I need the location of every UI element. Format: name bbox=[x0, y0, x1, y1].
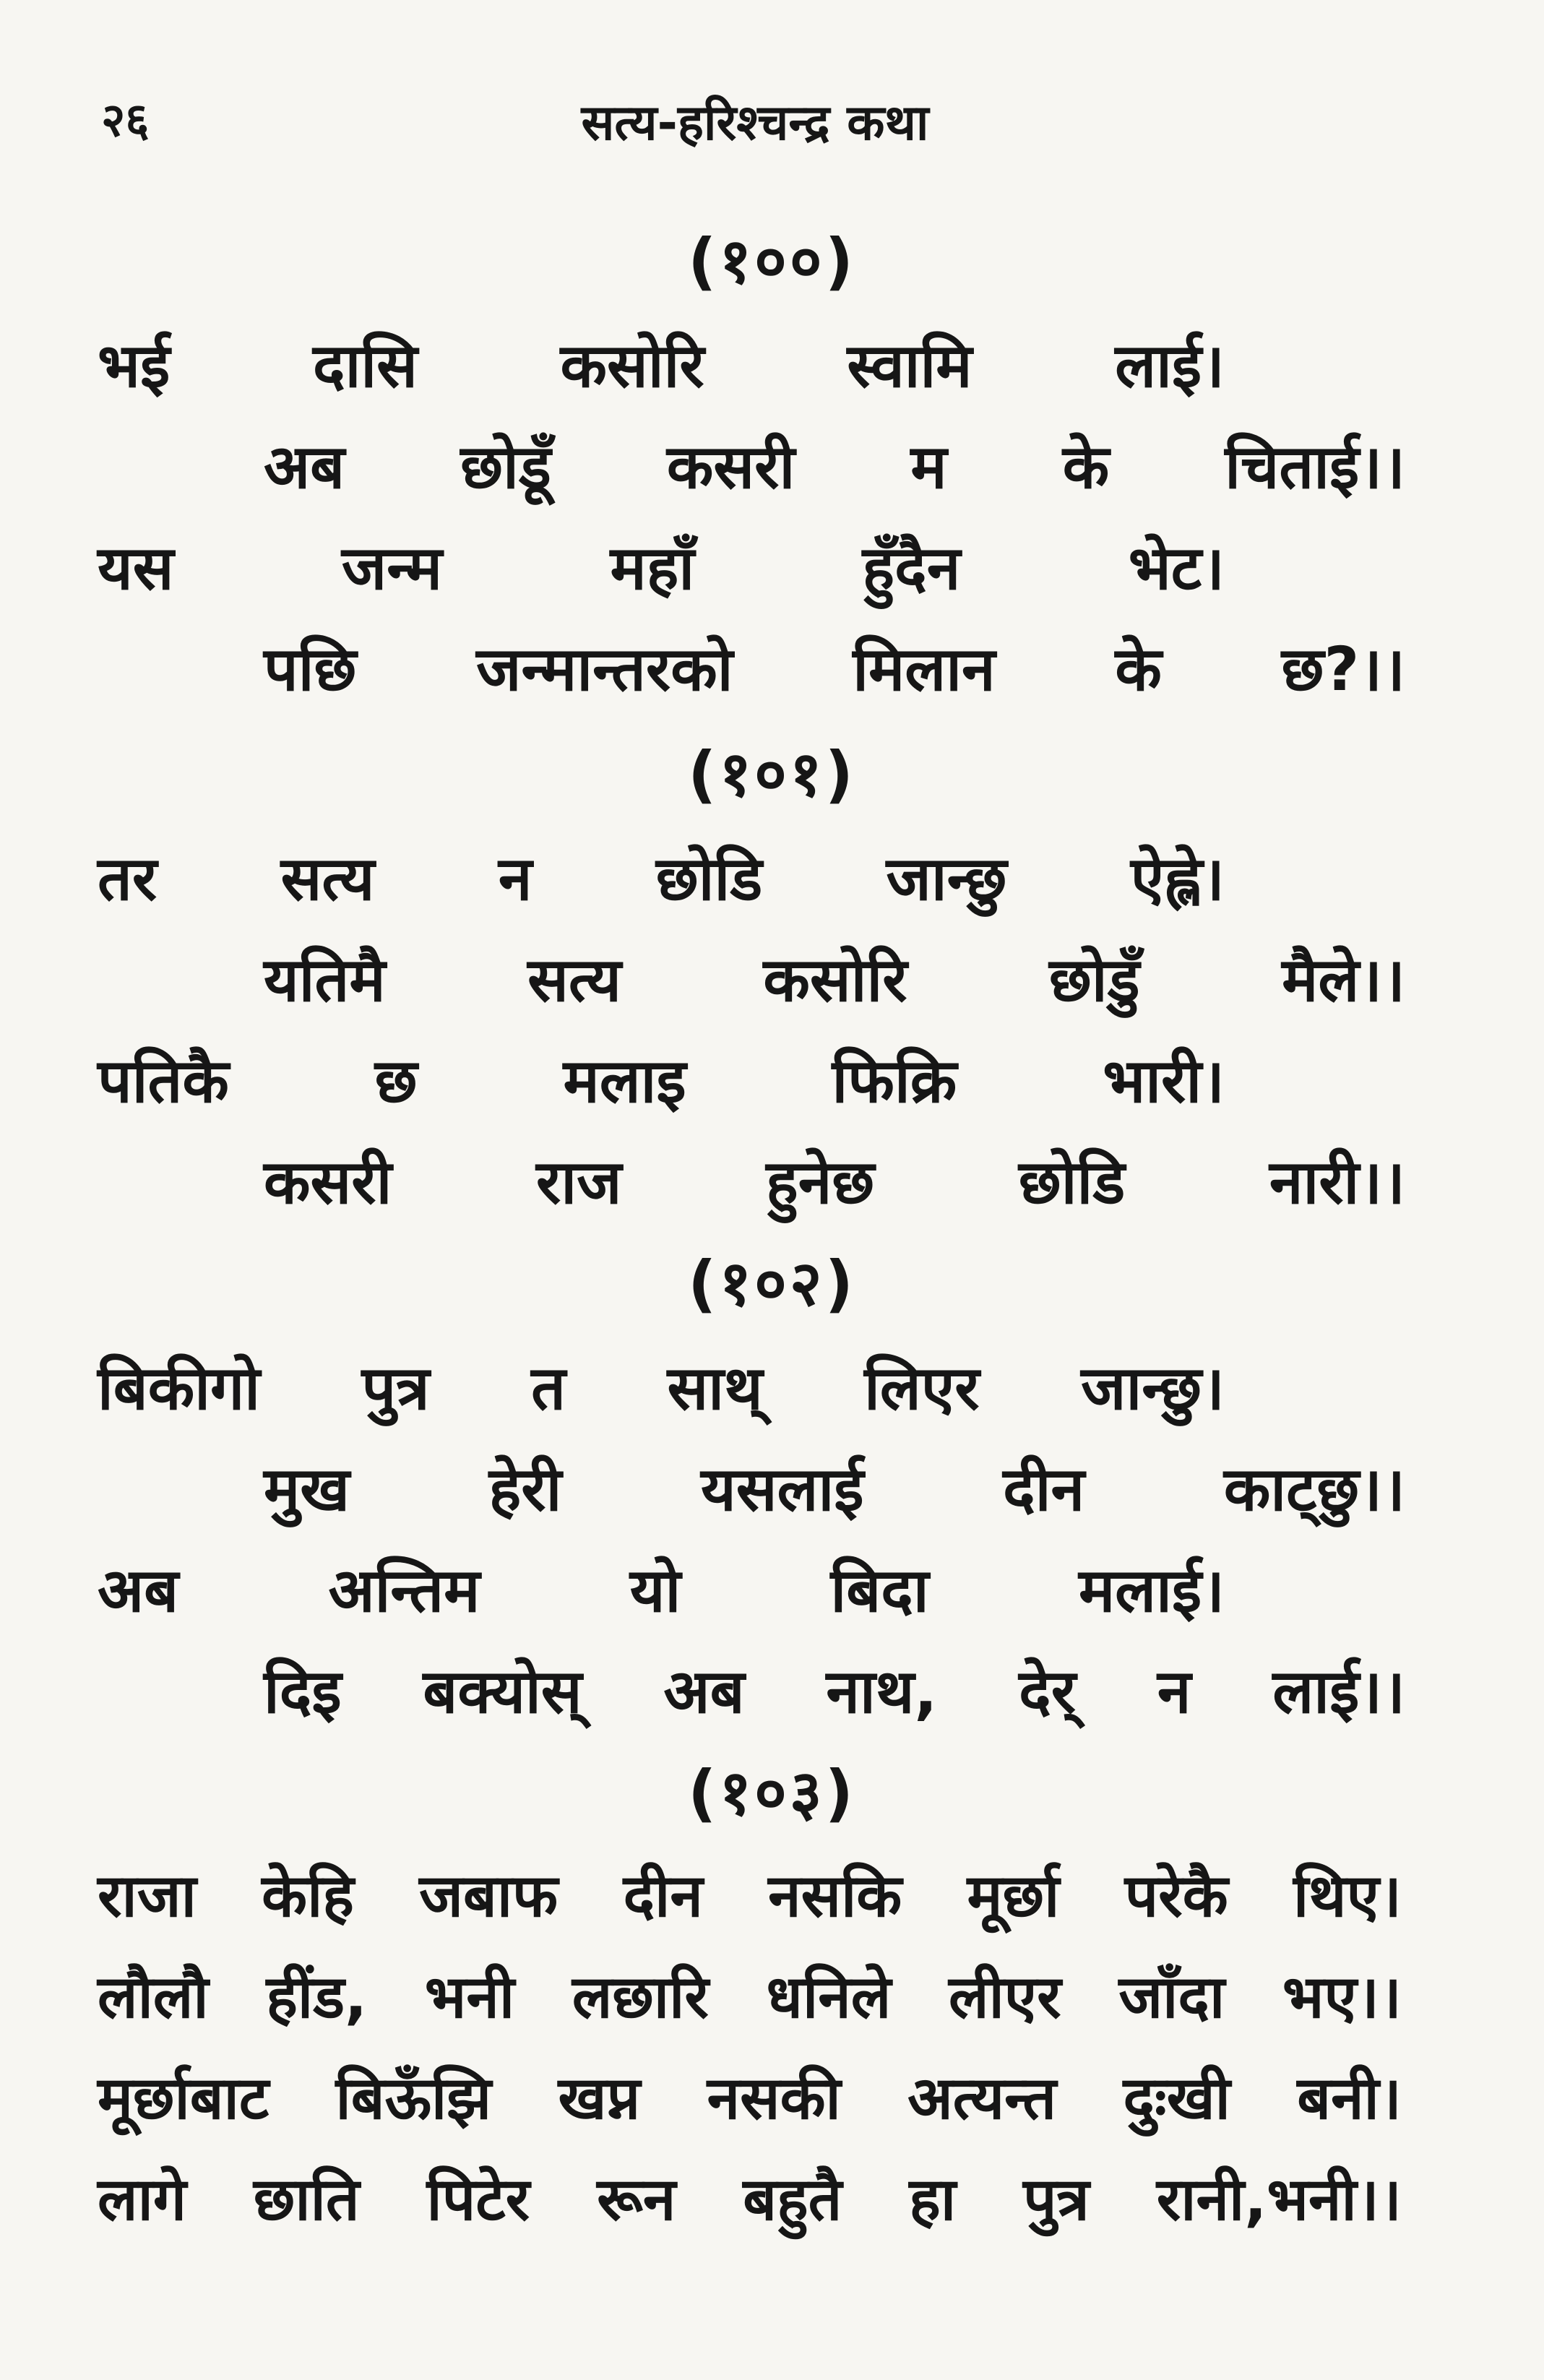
word: कसोरि bbox=[763, 944, 907, 1015]
verse-line bbox=[264, 936, 1405, 1019]
word: छोडूँ bbox=[460, 431, 551, 502]
stanza-number-100: (१००) bbox=[688, 225, 856, 298]
word: मूर्छा bbox=[967, 1862, 1060, 1931]
word: पुत्र bbox=[1022, 2165, 1090, 2234]
word: भई bbox=[98, 330, 171, 401]
word: हींड, bbox=[266, 1963, 368, 2032]
word: जान्छु bbox=[886, 843, 1007, 914]
word: भारी। bbox=[1103, 1045, 1225, 1116]
verse-line bbox=[98, 1344, 1225, 1427]
word: जबाफ bbox=[419, 1862, 558, 1931]
running-title: सत्य-हरिश्चन्द्र कथा bbox=[581, 95, 929, 152]
word: लछारि bbox=[572, 1963, 709, 2032]
word: बक्योस् bbox=[423, 1656, 582, 1727]
verse-line bbox=[264, 1138, 1405, 1221]
word: चिताई।। bbox=[1225, 431, 1405, 502]
stanza-number-103: (१०३) bbox=[688, 1757, 856, 1829]
word: पतिकै bbox=[98, 1045, 229, 1116]
word: साथ् bbox=[667, 1353, 763, 1423]
word: बनी। bbox=[1297, 2064, 1402, 2133]
word: के bbox=[1115, 634, 1162, 704]
word: केहि bbox=[262, 1862, 354, 1931]
word: मिलान bbox=[853, 634, 996, 704]
word: कसोरि bbox=[560, 330, 704, 401]
word: हुँदैन bbox=[862, 533, 961, 603]
word: दीन bbox=[623, 1862, 703, 1931]
word: नाथ, bbox=[826, 1656, 938, 1727]
verse-line bbox=[98, 1037, 1225, 1120]
word: सत्य bbox=[527, 944, 621, 1015]
word: लाई। bbox=[1115, 330, 1225, 401]
word: रानी,भनी।। bbox=[1156, 2165, 1402, 2234]
word: पिटेर bbox=[426, 2165, 530, 2234]
word: राज bbox=[536, 1147, 622, 1217]
word: जन्म bbox=[341, 533, 443, 603]
word: काट्छु।। bbox=[1223, 1454, 1405, 1525]
word: लौलौ bbox=[98, 1963, 209, 2032]
word: यो bbox=[629, 1555, 681, 1626]
word: कसरी bbox=[264, 1147, 392, 1217]
word: महाँ bbox=[610, 533, 695, 603]
word: बिकीगो bbox=[98, 1353, 261, 1423]
prose-line bbox=[98, 2157, 1402, 2238]
word: फिक्रि bbox=[832, 1045, 957, 1116]
word: हा bbox=[909, 2165, 957, 2234]
prose-line bbox=[98, 2056, 1402, 2137]
word: छ bbox=[374, 1045, 418, 1116]
word: मूर्छाबाट bbox=[98, 2064, 269, 2133]
word: लागे bbox=[98, 2165, 187, 2234]
verse-line bbox=[264, 423, 1405, 506]
verse-line bbox=[98, 1546, 1225, 1629]
word: धनिले bbox=[766, 1963, 892, 2032]
word: न bbox=[1157, 1656, 1191, 1727]
word: भेट। bbox=[1128, 533, 1225, 603]
word: अब bbox=[264, 431, 345, 502]
stanza-number-101: (१०१) bbox=[688, 738, 856, 811]
word: राजा bbox=[98, 1862, 197, 1931]
page-number: २६ bbox=[101, 94, 150, 147]
word: ऐह्ले। bbox=[1130, 843, 1225, 914]
verse-line bbox=[264, 1647, 1405, 1730]
word: लीएर bbox=[948, 1963, 1061, 2032]
word: लाई।। bbox=[1272, 1656, 1405, 1727]
prose-line bbox=[98, 1954, 1402, 2035]
word: भनी bbox=[424, 1963, 515, 2032]
verse-line bbox=[264, 625, 1405, 708]
word: मलाई। bbox=[1078, 1555, 1225, 1626]
word: जन्मान्तरको bbox=[476, 634, 733, 704]
prose-line bbox=[98, 1853, 1402, 1934]
word: यतिमै bbox=[264, 944, 386, 1015]
word: जान्छु। bbox=[1081, 1353, 1225, 1423]
word: पुत्र bbox=[361, 1353, 430, 1423]
word: सत्य bbox=[280, 843, 375, 914]
word: जाँदा bbox=[1118, 1963, 1225, 2032]
verse-line bbox=[98, 322, 1225, 405]
word: हेरी bbox=[488, 1454, 562, 1525]
word: छ?।। bbox=[1281, 634, 1405, 704]
word: परेकै bbox=[1124, 1862, 1228, 1931]
word: दुःखी bbox=[1123, 2064, 1230, 2133]
word: पछि bbox=[264, 634, 357, 704]
word: भए।। bbox=[1282, 1963, 1402, 2032]
word: दीन bbox=[1003, 1454, 1085, 1525]
word: न bbox=[498, 843, 532, 914]
word: दिइ bbox=[264, 1656, 342, 1727]
word: अन्तिम bbox=[328, 1555, 480, 1626]
word: छोडुँ bbox=[1049, 944, 1140, 1015]
word: तर bbox=[98, 843, 158, 914]
word: देर् bbox=[1019, 1656, 1077, 1727]
word: मलाइ bbox=[563, 1045, 686, 1116]
word: थिए। bbox=[1293, 1862, 1402, 1931]
word: नसकी bbox=[707, 2064, 841, 2133]
word: बिऊँझि bbox=[335, 2064, 492, 2133]
word: नसकि bbox=[768, 1862, 902, 1931]
word: बहुतै bbox=[743, 2165, 842, 2234]
word: अत्यन्त bbox=[907, 2064, 1057, 2133]
word: कसरी bbox=[666, 431, 795, 502]
word: रून bbox=[597, 2165, 676, 2234]
word: यस bbox=[98, 533, 174, 603]
word: यसलाई bbox=[701, 1454, 864, 1525]
word: लिएर bbox=[864, 1353, 980, 1423]
page-header bbox=[101, 87, 1409, 152]
word: दासि bbox=[312, 330, 418, 401]
word: अब bbox=[98, 1555, 179, 1626]
word: मैले।। bbox=[1282, 944, 1405, 1015]
verse-line bbox=[98, 835, 1225, 918]
word: हुनेछ bbox=[766, 1147, 875, 1217]
word: बिदा bbox=[830, 1555, 929, 1626]
word: मुख bbox=[264, 1454, 350, 1525]
word: छोडि bbox=[655, 843, 763, 914]
word: के bbox=[1062, 431, 1110, 502]
verse-line bbox=[264, 1445, 1405, 1528]
verse-line bbox=[98, 524, 1225, 607]
word: नारी।। bbox=[1269, 1147, 1405, 1217]
word: खप्न bbox=[558, 2064, 641, 2133]
word: स्वामि bbox=[847, 330, 972, 401]
word: छाति bbox=[253, 2165, 360, 2234]
word: त bbox=[531, 1353, 566, 1423]
word: म bbox=[910, 431, 947, 502]
word: अब bbox=[663, 1656, 745, 1727]
word: छोडि bbox=[1018, 1147, 1126, 1217]
stanza-number-102: (१०२) bbox=[688, 1248, 856, 1320]
